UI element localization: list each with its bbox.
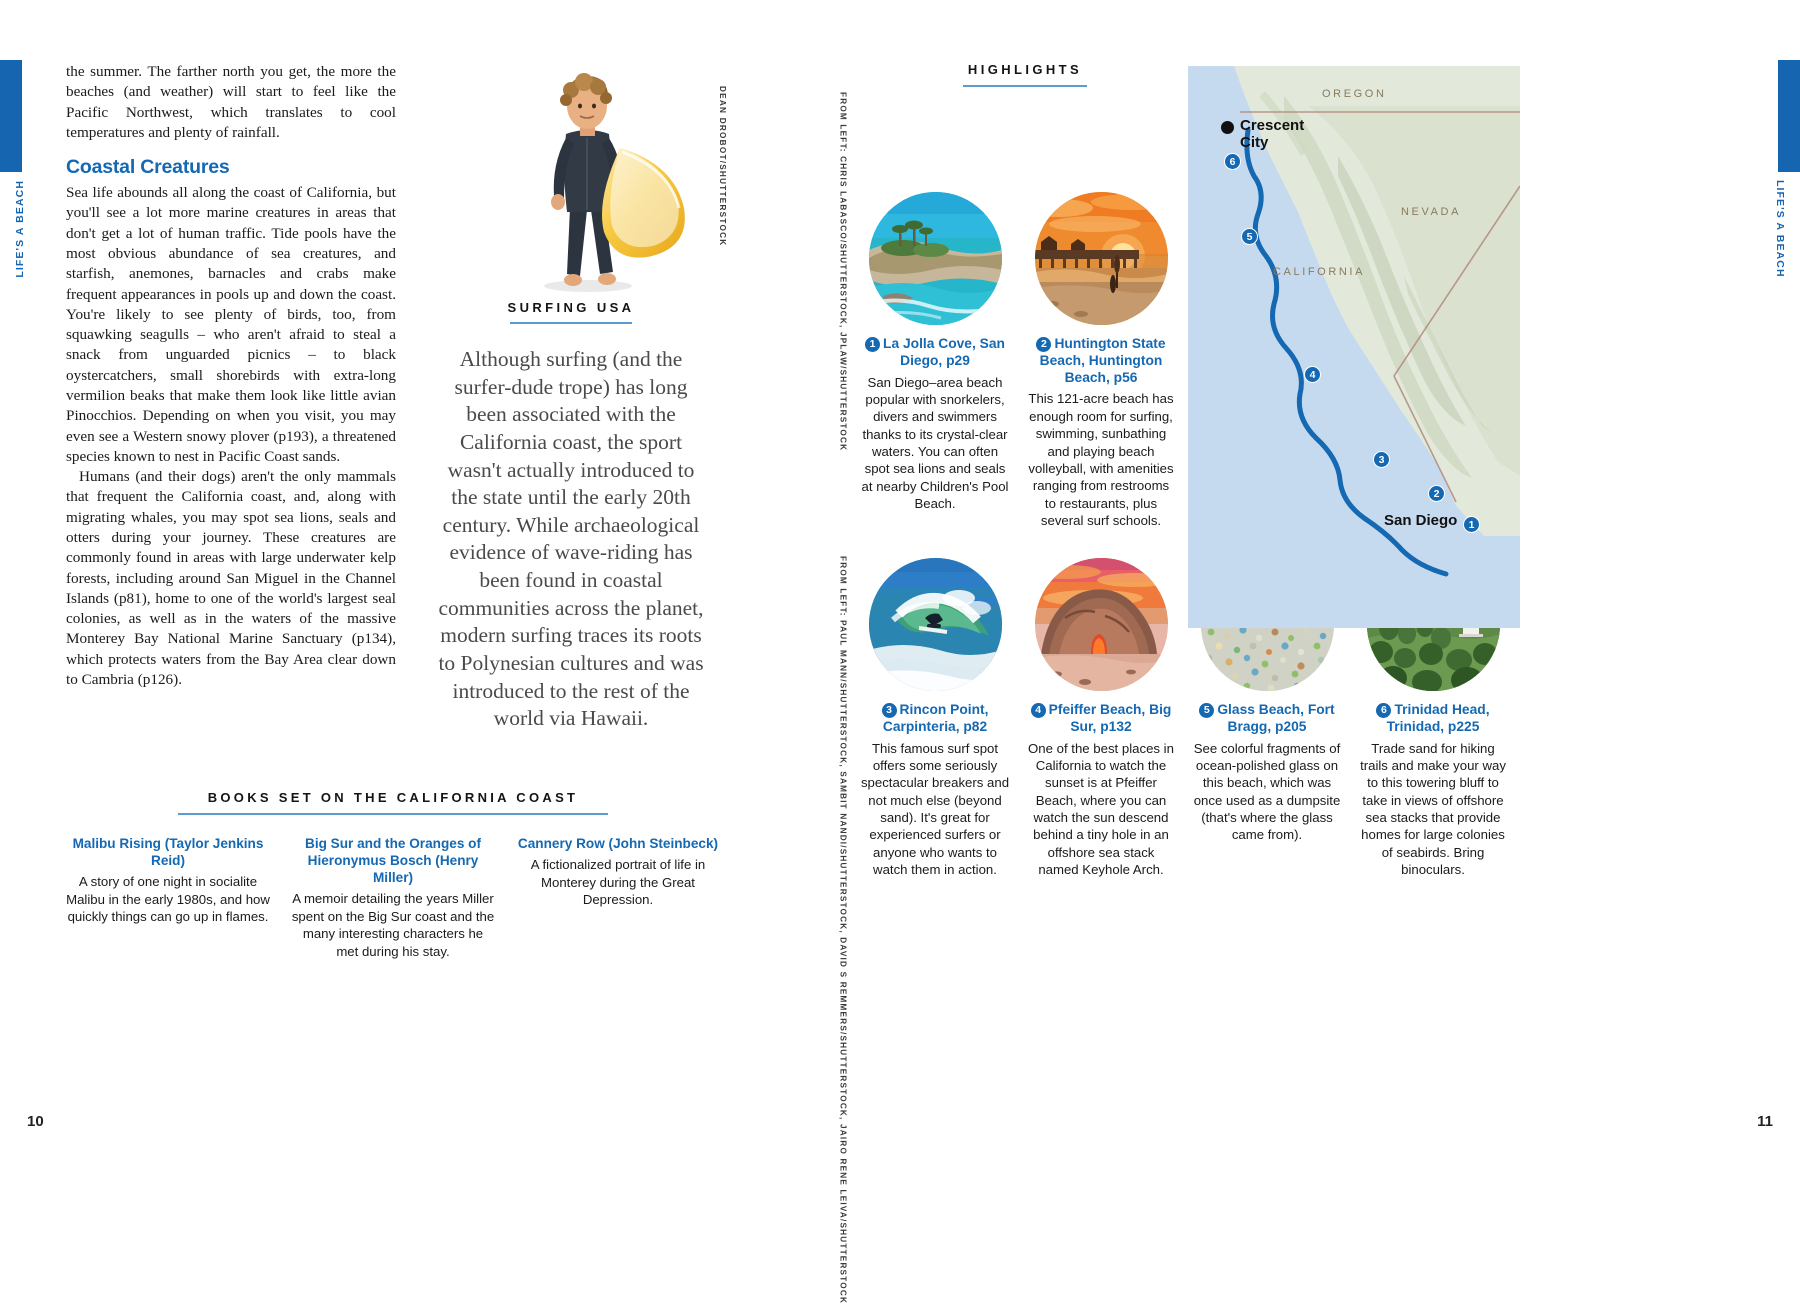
- map-city-label-crescent-city: [1240, 118, 1304, 151]
- section-heading: Coastal Creatures: [66, 156, 230, 179]
- card-title: [1192, 702, 1342, 736]
- highlights-heading: HIGHLIGHTS: [967, 62, 1083, 77]
- city-label-line-2: City: [1240, 133, 1269, 151]
- highlight-card-1[interactable]: [860, 192, 1010, 529]
- card-photo-la-jolla-cove: [869, 192, 1002, 325]
- map-waypoint-6[interactable]: 6: [1224, 153, 1241, 170]
- card-title: [860, 336, 1010, 370]
- highlights-header: [860, 62, 1190, 87]
- body-paragraph-1: Sea life abounds all along the coast of California, but you'll see a lot more marine creatures in areas that don't get a lot of human traffic. Tide pools have the most obvious abundance of sea creatures, and starfish, anemones, barnacles and crabs make frequent appearances in pools up and down the coast. You're likely to see plenty of birds, too, from squawking seagulls – who aren't afraid to steal a snack from unguarded picnics – to black oystercatchers, small shorebirds with extra-long vermilion beaks that make them look like little avian Pinocchios. Depending on when you visit, you may even see a Western snowy plover (p193), a threatened species known to nest in Pacific Coast sands.: [66, 184, 396, 465]
- list-item: [66, 836, 270, 960]
- card-description: Trade sand for hiking trails and make your way to this towering bluff to take in views of offshore sea stacks that provide homes for large colonies of seabirds. Bring binoculars.: [1360, 740, 1506, 878]
- highlight-card-3[interactable]: [860, 558, 1010, 879]
- card-title: [1026, 702, 1176, 736]
- card-number-badge: 2: [1036, 337, 1051, 352]
- map-waypoint-3[interactable]: 3: [1373, 451, 1390, 468]
- card-description: This famous surf spot offers some seriously spectacular breakers and not much else (beyond sand). It's great for experienced surfers or anyone who wants to watch them in action.: [860, 740, 1010, 878]
- map-state-label-california: CALIFORNIA: [1273, 266, 1366, 278]
- books-rule: [178, 813, 608, 815]
- card-number-badge: 1: [865, 337, 880, 352]
- card-description: One of the best places in California to watch the sunset is at Pfeiffer Beach, where you can watch the sun descend behind a tiny hole in an offshore sea stack named Keyhole Arch.: [1028, 740, 1174, 878]
- intro-paragraph: the summer. The farther north you get, the more the beaches (and weather) will start to feel like the Pacific Northwest, which translates to cool temperatures and plenty of rainfall.: [66, 63, 396, 141]
- card-title-text: Rincon Point, Carpinteria, p82: [882, 702, 989, 734]
- highlights-rule: [963, 85, 1087, 87]
- map-city-label-san-diego: [1384, 513, 1457, 530]
- highlight-card-4[interactable]: [1026, 558, 1176, 879]
- surfer-photo-credit: DEAN DROBOT/SHUTTERSTOCK: [718, 86, 727, 247]
- card-photo-pfeiffer-beach: [1035, 558, 1168, 691]
- book-title: Malibu Rising (Taylor Jenkins Reid): [72, 836, 264, 868]
- card-title: [1358, 702, 1508, 736]
- map-waypoint-2[interactable]: 2: [1428, 485, 1445, 502]
- body-paragraph-2: Humans (and their dogs) aren't the only mammals that frequent the California coast, and, along with migrating whales, you may spot sea lions, seals and otters during your journey. These creatures are commonly found in areas with large underwater kelp forests, including around San Miguel in the Channel Islands (p81), home to one of the world's largest seal colonies, as well as in the waters of the massive Monterey Bay National Marine Sanctuary (p134), which protects waters from the Bay Area clear down to Cambria (p126).: [66, 468, 396, 688]
- tab-label-left: LIFE'S A BEACH: [14, 180, 26, 278]
- card-photo-rincon-point: [869, 558, 1002, 691]
- card-number-badge: 5: [1199, 703, 1214, 718]
- pullquote-text: Although surfing (and the surfer-dude trope) has long been associated with the California coast, the sport wasn't actually introduced to the state until the early 20th century. While archaeological evidence of wave-riding has been found in coastal communities across the planet, modern surfing traces its roots to Polynesian cultures and was introduced to the rest of the world via Hawaii.: [438, 347, 704, 731]
- tab-label-right: LIFE'S A BEACH: [1774, 180, 1786, 278]
- card-title-text: Pfeiffer Beach, Big Sur, p132: [1048, 702, 1172, 734]
- list-item: [516, 836, 720, 960]
- books-heading: BOOKS SET ON THE CALIFORNIA COAST: [207, 790, 579, 805]
- map-state-label-nevada: NEVADA: [1401, 206, 1462, 218]
- card-description: See colorful fragments of ocean-polished glass on this beach, which was once used as a dumpsite (that's where the glass came from).: [1193, 740, 1341, 843]
- card-title: [860, 702, 1010, 736]
- map-waypoint-1[interactable]: 1: [1463, 516, 1480, 533]
- highlights-credit-bottom: FROM LEFT: PAUL MANN/SHUTTERSTOCK, SAMBIT NANDI/SHUTTERSTOCK, DAVID S REMMERS/SHUTTERSTOCK, JAIRO RENE LEIVA/SHUTTERSTOCK: [838, 556, 848, 1304]
- card-title-text: La Jolla Cove, San Diego, p29: [883, 336, 1005, 368]
- card-description: San Diego–area beach popular with snorkelers, divers and swimmers thanks to its crystal-clear waters. You can often spot sea lions and seals at nearby Children's Pool Beach.: [861, 374, 1009, 512]
- folio-left: 10: [27, 1113, 44, 1130]
- page-tab-right: [1778, 60, 1800, 172]
- card-description: This 121-acre beach has enough room for surfing, swimming, sunbathing and playing beach volleyball, with amenities ranging from restrooms to restaurants, plus several surf schools.: [1028, 391, 1174, 528]
- pullquote-rule: [510, 322, 632, 324]
- card-number-badge: 4: [1031, 703, 1046, 718]
- card-number-badge: 6: [1376, 703, 1391, 718]
- card-title-text: Trinidad Head, Trinidad, p225: [1386, 702, 1490, 734]
- book-description: A story of one night in socialite Malibu in the early 1980s, and how quickly things can go up in flames.: [66, 873, 270, 925]
- city-label-line-1: Crescent: [1240, 117, 1305, 134]
- surfer-photo: [470, 60, 720, 300]
- city-label-line-1: San Diego: [1384, 512, 1458, 529]
- left-column-body: [66, 62, 396, 690]
- pullquote-kicker: SURFING USA: [507, 300, 635, 315]
- card-title-text: Huntington State Beach, Huntington Beach, p56: [1039, 336, 1166, 385]
- card-number-badge: 3: [882, 703, 897, 718]
- book-description: A memoir detailing the years Miller spent on the Big Sur coast and the many interesting characters he met during his stay.: [291, 890, 495, 959]
- highlights-credit-top: FROM LEFT: CHRIS LABASCO/SHUTTERSTOCK, JPLAW/SHUTTERSTOCK: [838, 92, 848, 452]
- card-photo-huntington-state-beach: [1035, 192, 1168, 325]
- california-coast-map[interactable]: [1188, 66, 1520, 628]
- book-title: Big Sur and the Oranges of Hieronymus Bosch (Henry Miller): [305, 836, 481, 885]
- highlight-card-2[interactable]: [1026, 192, 1176, 529]
- folio-right: 11: [1757, 1113, 1773, 1130]
- map-waypoint-5[interactable]: 5: [1241, 228, 1258, 245]
- pullquote-block: [432, 300, 710, 733]
- card-title-text: Glass Beach, Fort Bragg, p205: [1217, 702, 1335, 734]
- page-tab-left: [0, 60, 22, 172]
- books-list: [66, 836, 720, 960]
- book-title: Cannery Row (John Steinbeck): [517, 836, 719, 851]
- map-waypoint-4[interactable]: 4: [1304, 366, 1321, 383]
- map-state-label-oregon: OREGON: [1322, 88, 1387, 100]
- card-title: [1026, 336, 1176, 386]
- list-item: [291, 836, 495, 960]
- book-description: A fictionalized portrait of life in Monterey during the Great Depression.: [530, 856, 706, 908]
- highlight-cards-top-row: [860, 192, 1180, 529]
- books-header: [66, 790, 720, 815]
- map-city-dot-crescent-city: [1221, 121, 1234, 134]
